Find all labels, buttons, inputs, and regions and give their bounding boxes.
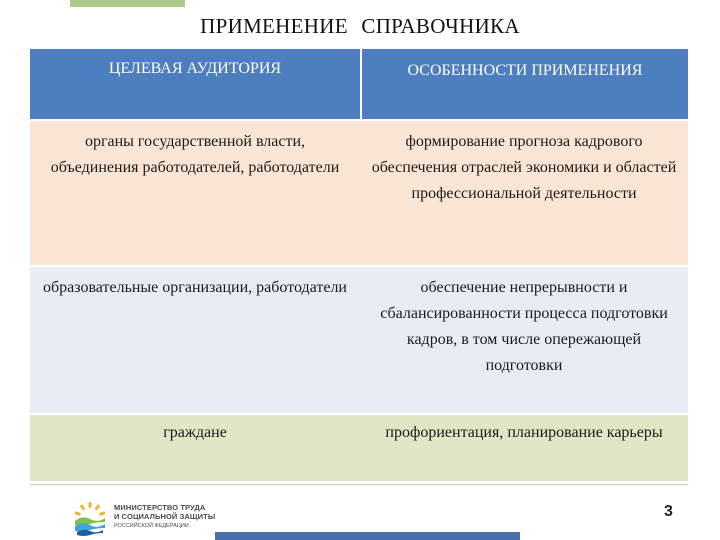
ministry-logo-icon [72,500,108,536]
table-header-row [30,49,688,119]
audience-cell: граждане [163,424,227,441]
audience-cell: образовательные организации, работодатели [42,279,347,296]
top-accent-bar [70,0,185,7]
slide-title: ПРИМЕНЕНИЕ СПРАВОЧНИКА [200,14,520,38]
ministry-name [114,503,215,531]
page-number: 3 [664,503,673,520]
table-row [30,265,688,413]
usage-table [30,49,688,481]
ministry-line-1: МИНИСТЕРСТВО ТРУДА [114,503,206,512]
table-row [30,119,688,265]
table-row [30,413,688,481]
ministry-line-3: РОССИЙСКОЙ ФЕДЕРАЦИИ [114,523,189,529]
audience-cell: органы государственной власти, объединения работодателей, работодатели [50,133,340,176]
header-target-audience: ЦЕЛЕВАЯ АУДИТОРИЯ [108,60,282,77]
features-cell: обеспечение непрерывности и сбалансированности процесса подготовки кадров, в том числе опережающей подготовки [380,279,668,374]
header-usage-features: ОСОБЕННОСТИ ПРИМЕНЕНИЯ [360,49,688,119]
footer-bar [215,532,520,540]
footer-divider [30,484,688,485]
ministry-line-2: И СОЦИАЛЬНОЙ ЗАЩИТЫ [114,512,216,521]
features-cell: формирование прогноза кадрового обеспечения отраслей экономики и областей профессиональной деятельности [371,133,677,202]
features-cell: профориентация, планирование карьеры [385,424,663,441]
